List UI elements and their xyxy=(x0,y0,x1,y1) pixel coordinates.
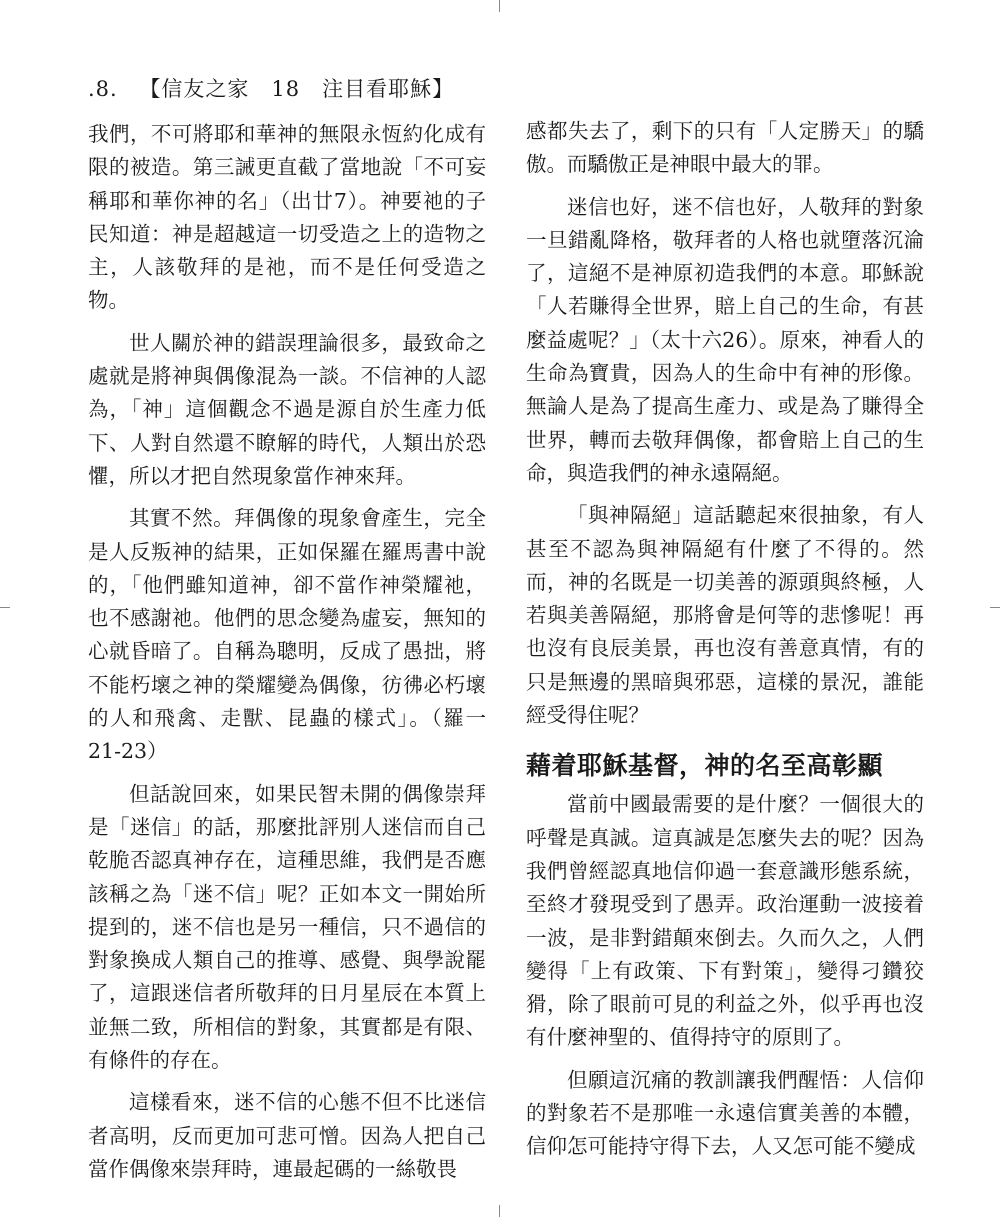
crop-mark-bottom xyxy=(499,1205,500,1217)
paragraph: 當前中國最需要的是什麼？一個很大的呼聲是真誠。這真誠是怎麼失去的呢？因為我們曾經認真地信仰過一套意識形態系統，至終才發現受到了愚弄。政治運動一波接着一波，是非對錯顛來倒去。久而久之，人們變得「上有政策、下有對策」，變得刁鑽狡猾，除了眼前可見的利益之外，似乎再也沒有什麼神聖的、值得持守的原則了。 xyxy=(526,792,924,1050)
paragraph: 「與神隔絕」這話聽起來很抽象，有人甚至不認為與神隔絕有什麼了不得的。然而，神的名既是一切美善的源頭與終極，人若與美善隔絕，那將會是何等的悲慘呢！再也沒有良辰美景，再也沒有善意真情，有的只是無邊的黑暗與邪惡，這樣的景況，誰能經受得住呢？ xyxy=(526,503,924,728)
paragraph: 我們，不可將耶和華神的無限永恆約化成有限的被造。第三誡更直截了當地說「不可妄稱耶和華你神的名」（出廿7）。神要祂的子民知道：神是超越這一切受造之上的造物之主，人該敬拜的是祂，而不是任何受造之物。 xyxy=(88,122,486,313)
paragraph: 迷信也好，迷不信也好，人敬拜的對象一旦錯亂降格，敬拜者的人格也就墮落沉淪了，這絕不是神原初造我們的本意。耶穌說「人若賺得全世界，賠上自己的生命，有甚麼益處呢？」（太十六26）。原來，神看人的生命為寶貴，因為人的生命中有神的形像。無論人是為了提高生產力、或是為了賺得全世界，轉而去敬拜偶像，都會賠上自己的生命，與造我們的神永遠隔絕。 xyxy=(526,194,924,485)
crop-mark-left xyxy=(0,607,10,608)
crop-mark-top xyxy=(499,0,500,12)
paragraph: 其實不然。拜偶像的現象會產生，完全是人反叛神的結果，正如保羅在羅馬書中說的，「他們雖知道神，卻不當作神榮耀祂，也不感謝祂。他們的思念變為虛妄，無知的心就昏暗了。自稱為聰明，反成了愚拙，將不能朽壞之神的榮耀變為偶像，彷彿必朽壞的人和飛禽、走獸、昆蟲的樣式」。（羅一21-23） xyxy=(88,506,486,764)
running-header xyxy=(88,74,508,104)
section-heading: 藉着耶穌基督，神的名至高彰顯 xyxy=(526,751,884,781)
page-number: .8. xyxy=(88,77,118,101)
paragraph: 但願這沉痛的教訓讓我們醒悟：人信仰的對象若不是那唯一永遠信實美善的本體，信仰怎可能持守得下去，人又怎可能不變成 xyxy=(526,1067,924,1159)
paragraph: 但話說回來，如果民智未開的偶像崇拜是「迷信」的話，那麼批評別人迷信而自己乾脆否認真神存在，這種思維，我們是否應該稱之為「迷不信」呢？正如本文一開始所提到的，迷不信也是另一種信，只不過信的對象換成人類自己的推導、感覺、與學說罷了，這跟迷信者所敬拜的日月星辰在本質上並無二致，所相信的對象，其實都是有限、有條件的存在。 xyxy=(88,781,486,1073)
publication-title: 【信友之家 18 注目看耶穌】 xyxy=(139,77,455,101)
paragraph: 感都失去了，剩下的只有「人定勝天」的驕傲。而驕傲正是神眼中最大的罪。 xyxy=(526,119,924,177)
crop-mark-right xyxy=(990,607,1000,608)
left-column xyxy=(88,118,486,1195)
right-column xyxy=(526,115,924,1173)
paragraph: 世人關於神的錯誤理論很多，最致命之處就是將神與偶像混為一談。不信神的人認為，「神」這個觀念不過是源自於生產力低下、人對自然還不瞭解的時代，人類出於恐懼，所以才把自然現象當作神來拜。 xyxy=(88,330,486,488)
paragraph: 這樣看來，迷不信的心態不但不比迷信者高明，反而更加可悲可憎。因為人把自己當作偶像來崇拜時，連最起碼的一絲敬畏 xyxy=(88,1090,486,1181)
